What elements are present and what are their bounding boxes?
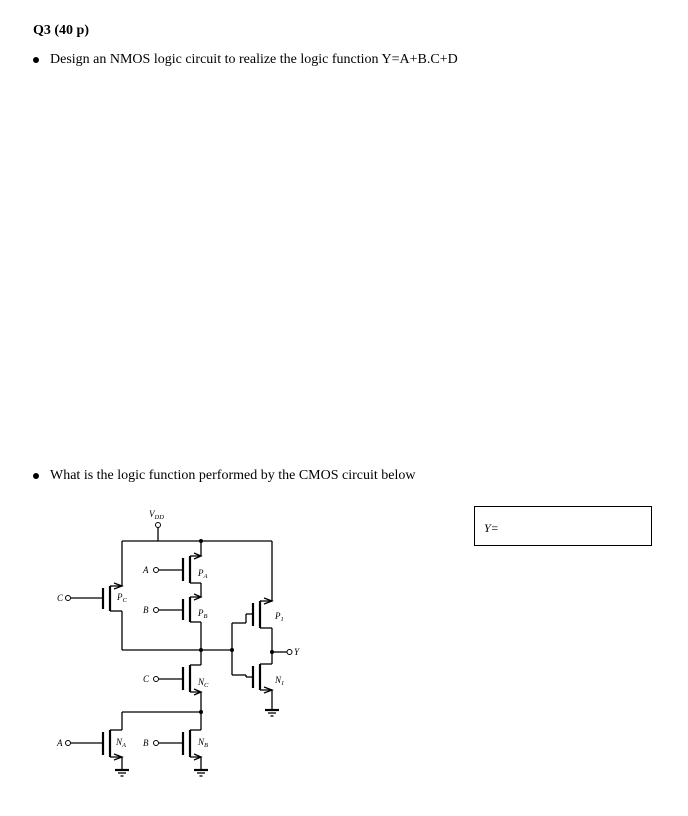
transistor-n1: [246, 664, 284, 693]
svg-text:PC: $P_C$: [117, 592, 127, 604]
svg-text:P1: $P_1$: [275, 611, 284, 623]
svg-text:B: B: [143, 738, 149, 748]
answer-label: Y=: [484, 521, 499, 535]
svg-text:A: A: [57, 738, 63, 748]
svg-text:A: A: [143, 565, 149, 575]
question-text: Design an NMOS logic circuit to realize the logic function Y=A+B.C+D: [50, 52, 458, 67]
svg-text:NB: $N_B$: [198, 737, 208, 749]
transistor-pa: [142, 553, 208, 583]
svg-text:NC: $N_C$: [198, 677, 209, 689]
svg-text:VDD: $V_{DD}$: [149, 509, 164, 521]
vdd-supply: [149, 509, 164, 541]
ground-icon: [115, 770, 129, 776]
question-heading: Q3 (40 p): [33, 23, 89, 38]
transistor-nc: [143, 665, 209, 695]
svg-text:C: C: [57, 593, 64, 603]
transistor-na: [56, 730, 126, 760]
transistor-nb: [143, 730, 208, 760]
output-y: [287, 647, 300, 657]
transistor-pb: [143, 594, 208, 622]
transistor-p1: [246, 598, 284, 628]
svg-text:PA: $P_A$: [198, 568, 208, 580]
svg-text:NA: $N_A$: [116, 737, 126, 749]
ground-icon: [194, 770, 208, 776]
svg-text:C: C: [143, 674, 150, 684]
svg-text:N1: $N_1$: [275, 675, 285, 687]
junction-dots: [199, 539, 274, 714]
svg-text:PB: $P_B$: [198, 608, 208, 620]
question-text: What is the logic function performed by the CMOS circuit below: [50, 468, 416, 483]
svg-text:Y: Y: [294, 647, 300, 657]
svg-text:B: B: [143, 605, 149, 615]
ground-icon: [265, 710, 279, 716]
transistor-pc: [57, 583, 128, 611]
